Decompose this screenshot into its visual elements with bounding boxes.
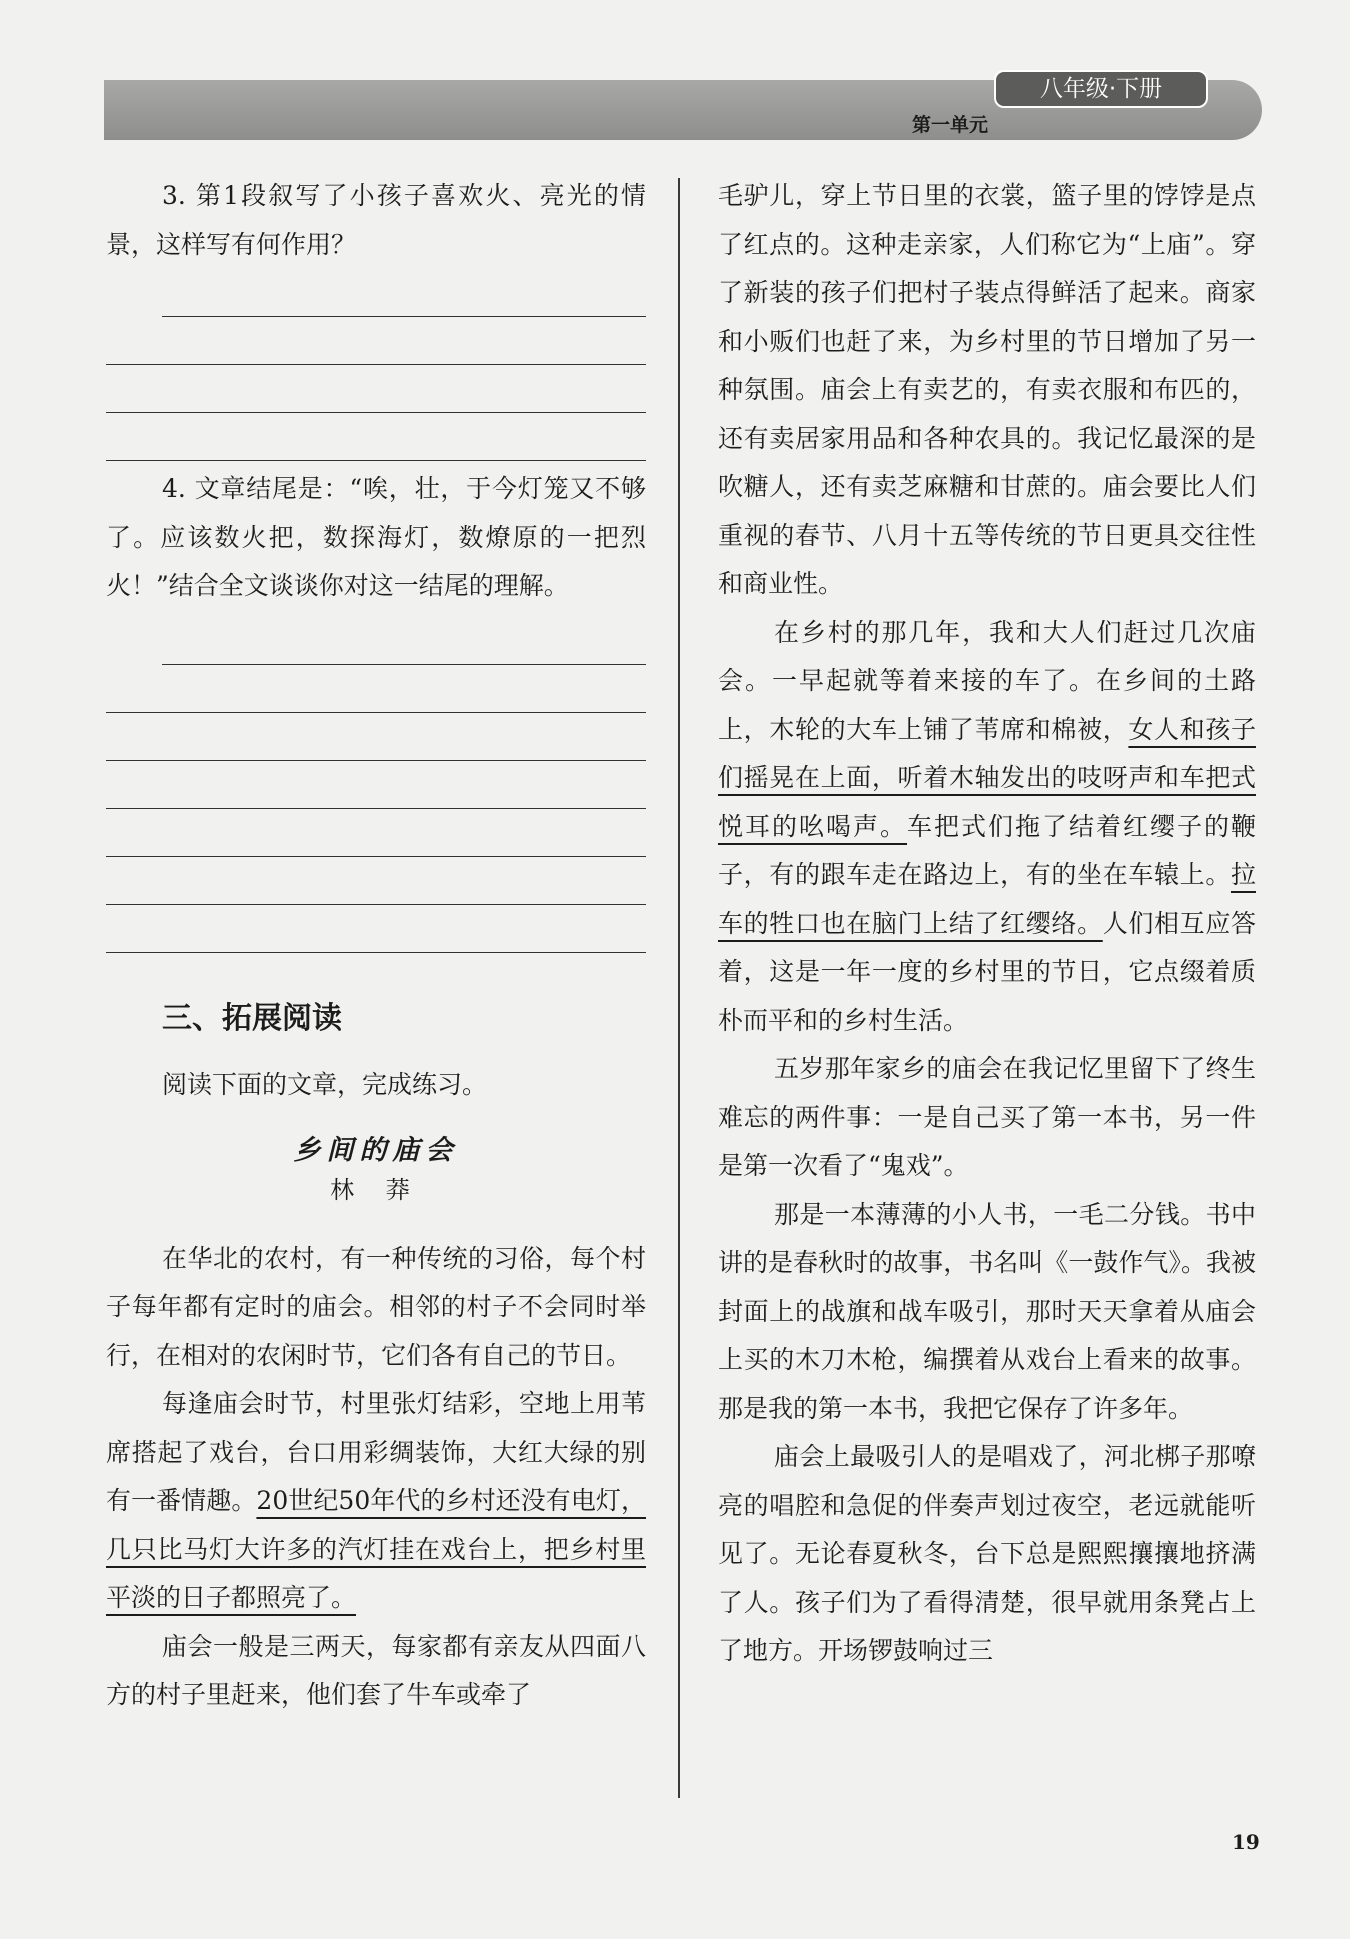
grade-label: 八年级·下册 — [994, 70, 1208, 108]
answer-lines-q4 — [106, 617, 646, 953]
section-title: 三、拓展阅读 — [162, 1000, 342, 1036]
right-column — [718, 172, 1256, 1676]
answer-line[interactable] — [106, 365, 646, 413]
page-number: 19 — [1232, 1830, 1260, 1854]
paragraph-text: 在乡村的那几年，我和大人们赶过几次庙会。一早起就等着来接的车了。在乡间的土路上，木轮的大车上铺了苇席和棉被， — [718, 617, 1256, 744]
answer-line[interactable] — [162, 617, 646, 665]
question-3: 3. 第1段叙写了小孩子喜欢火、亮光的情景，这样写有何作用？ — [106, 181, 646, 259]
answer-line[interactable] — [106, 317, 646, 365]
column-divider — [678, 178, 680, 1798]
article-paragraph-5: 五岁那年家乡的庙会在我记忆里留下了终生难忘的两件事：一是自己买了第一本书，另一件是第一次看了“鬼戏”。 — [718, 1054, 1256, 1180]
paragraph-text: 每逢庙会时节，村里张灯结彩，空地上用苇席搭起了戏台，台口用彩绸装饰，大红大绿的别有一番情趣。 — [106, 1389, 646, 1515]
article-paragraph-6: 那是一本薄薄的小人书，一毛二分钱。书中讲的是春秋时的故事，书名叫《一鼓作气》。我被封面上的战旗和战车吸引，那时天天拿着从庙会上买的木刀木枪，编撰着从戏台上看来的故事。那是我的第一本书，我把它保存了许多年。 — [718, 1199, 1256, 1423]
answer-line[interactable] — [162, 269, 646, 317]
unit-label: 第一单元 — [911, 114, 988, 136]
paragraph-text: 人们相互应答着，这是一年一度的乡村里的节日，它点缀着质朴而平和的乡村生活。 — [718, 908, 1256, 1035]
article-paragraph-3-start: 庙会一般是三两天，每家都有亲友从四面八方的村子里赶来，他们套了牛车或牵了 — [106, 1631, 646, 1709]
article-title: 乡间的庙会 — [293, 1134, 459, 1166]
answer-line[interactable] — [106, 857, 646, 905]
article-paragraph-4 — [718, 609, 1256, 1046]
article-paragraph-3-cont: 毛驴儿，穿上节日里的衣裳，篮子里的饽饽是点了红点的。这种走亲家，人们称它为“上庙”。穿了新装的孩子们把村子装点得鲜活了起来。商家和小贩们也赶了来，为乡村里的节日增加了另一种氛围。庙会上有卖艺的，有卖衣服和布匹的，还有卖居家用品和各种农具的。我记忆最深的是吹糖人，还有卖芝麻糖和甘蔗的。庙会要比人们重视的春节、八月十五等传统的节日更具交往性和商业性。 — [718, 181, 1256, 598]
answer-line[interactable] — [106, 905, 646, 953]
answer-line[interactable] — [106, 413, 646, 461]
underlined-sentence: 20世纪50年代的乡村还没有电灯，几只比马灯大许多的汽灯挂在戏台上，把乡村里平淡的日子都照亮了。 — [106, 1486, 646, 1612]
article-author: 林 莽 — [330, 1175, 422, 1204]
question-4: 4. 文章结尾是：“唉，壮，于今灯笼又不够了。应该数火把，数探海灯，数燎原的一把烈火！”结合全文谈谈你对这一结尾的理解。 — [106, 474, 646, 600]
article-paragraph-2 — [106, 1380, 646, 1623]
answer-line[interactable] — [106, 809, 646, 857]
reading-instruction: 阅读下面的文章，完成练习。 — [162, 1069, 488, 1099]
article-paragraph-1: 在华北的农村，有一种传统的习俗，每个村子每年都有定时的庙会。相邻的村子不会同时举行，在相对的农闲时节，它们各有自己的节日。 — [106, 1243, 646, 1370]
underlined-sentence: 拉车的牲口也在脑门上结了红缨络。 — [718, 860, 1256, 938]
paragraph-text: 车把式们拖了结着红缨子的鞭子，有的跟车走在路边上，有的坐在车辕上。 — [718, 811, 1256, 889]
article-paragraph-7: 庙会上最吸引人的是唱戏了，河北梆子那嘹亮的唱腔和急促的伴奏声划过夜空，老远就能听见了。无论春夏秋冬，台下总是熙熙攘攘地挤满了人。孩子们为了看得清楚，很早就用条凳占上了地方。开场锣鼓响过三 — [718, 1442, 1256, 1665]
left-column — [106, 172, 646, 1720]
answer-line[interactable] — [106, 761, 646, 809]
answer-lines-q3 — [106, 269, 646, 461]
underlined-sentence: 女人和孩子们摇晃在上面，听着木轴发出的吱呀声和车把式悦耳的吆喝声。 — [718, 714, 1256, 841]
answer-line[interactable] — [106, 713, 646, 761]
answer-line[interactable] — [106, 665, 646, 713]
